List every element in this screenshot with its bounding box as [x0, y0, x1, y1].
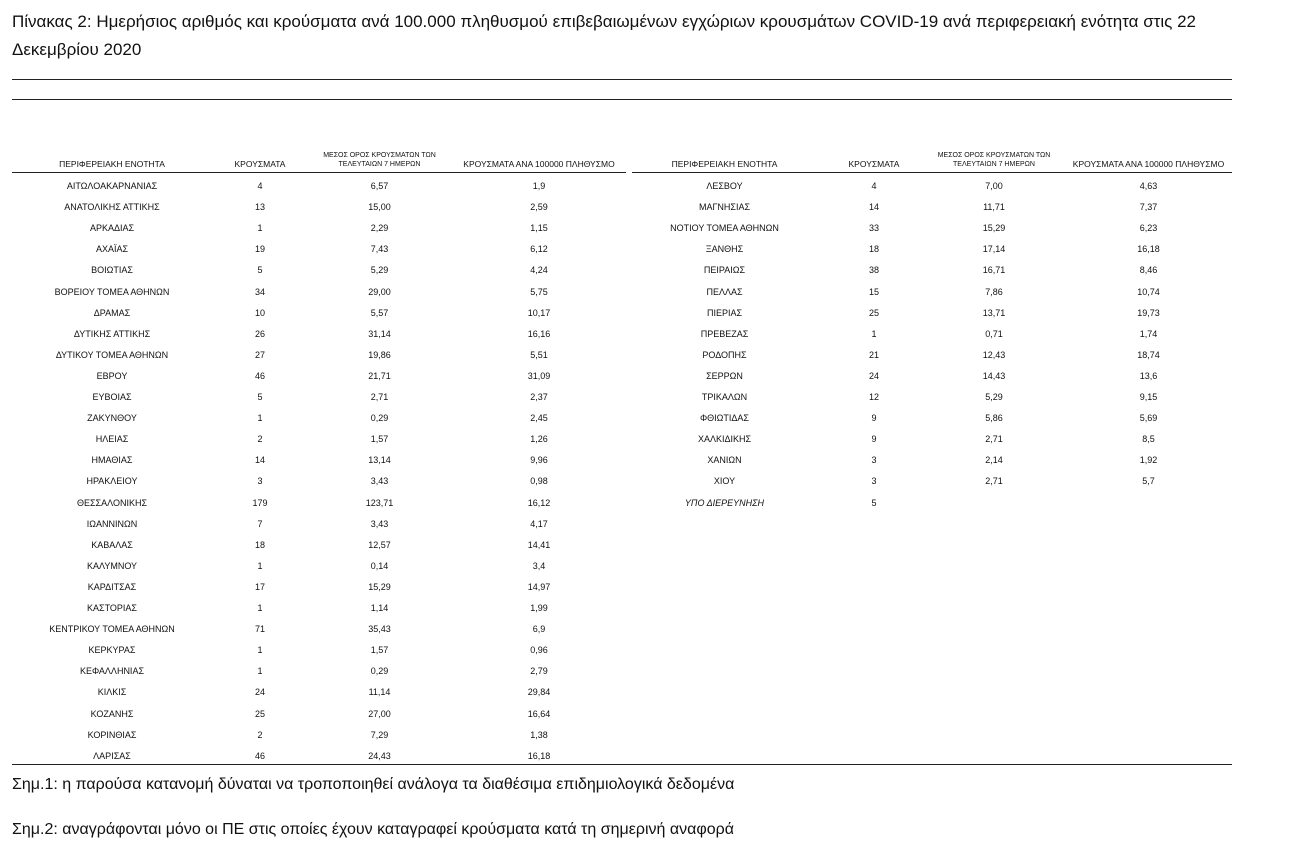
table-row [12, 282, 626, 303]
cell-per100k: 18,74 [1137, 349, 1160, 360]
cell-per100k: 31,09 [527, 370, 551, 381]
table-row [12, 260, 626, 281]
table-row [12, 577, 626, 598]
cell-per100k: 5,75 [530, 286, 548, 297]
cell-region: ΘΕΣΣΑΛΟΝΙΚΗΣ [76, 497, 148, 508]
cell-per100k: 0,98 [530, 476, 548, 487]
table-row [12, 324, 626, 345]
table-row [632, 450, 1232, 471]
table-row [632, 176, 1232, 197]
cell-cases: 3 [257, 476, 263, 487]
cell-cases: 18 [868, 244, 879, 255]
cell-region: ΑΝΑΤΟΛΙΚΗΣ ΑΤΤΙΚΗΣ [64, 202, 160, 213]
cell-per100k: 3,4 [532, 560, 546, 571]
cell-region: ΚΙΛΚΙΣ [97, 687, 127, 698]
table-row [632, 324, 1232, 345]
cell-cases: 13 [254, 202, 265, 213]
cell-per100k: 19,73 [1137, 307, 1160, 318]
cell-avg7: 11,71 [983, 202, 1005, 213]
divider-top [12, 79, 1232, 80]
table-row [632, 471, 1232, 492]
cell-cases: 9 [871, 413, 877, 424]
cell-avg7: 2,29 [370, 223, 389, 234]
cell-avg7: 29,00 [368, 286, 391, 297]
cell-cases: 10 [254, 307, 265, 318]
cell-per100k: 29,84 [527, 687, 551, 698]
cell-avg7: 14,43 [982, 370, 1006, 381]
cell-region: ΜΑΓΝΗΣΙΑΣ [698, 202, 751, 213]
cell-avg7: 0,29 [370, 413, 389, 424]
cell-avg7: 0,14 [370, 560, 389, 571]
cell-per100k: 1,9 [532, 181, 546, 191]
cell-region: ΗΜΑΘΙΑΣ [91, 455, 133, 466]
cell-per100k: 16,64 [527, 708, 551, 719]
cell-region: ΗΛΕΙΑΣ [95, 434, 129, 445]
cell-avg7: 2,71 [370, 392, 389, 402]
cell-per100k: 5,51 [530, 349, 548, 360]
cell-per100k: 10,17 [527, 307, 551, 318]
cell-avg7: 1,14 [370, 603, 389, 613]
cell-region: ΗΡΑΚΛΕΙΟΥ [86, 476, 138, 487]
cell-avg7: 7,86 [985, 286, 1003, 297]
cell-cases: 1 [257, 413, 263, 424]
cell-cases: 26 [254, 328, 265, 339]
cell-avg7: 15,00 [368, 202, 391, 213]
cell-cases: 46 [254, 750, 265, 761]
cell-region: ΚΑΛΥΜΝΟΥ [86, 560, 138, 571]
table-row [632, 218, 1232, 239]
table-row [12, 239, 626, 260]
table-row [12, 471, 626, 492]
cell-cases: 2 [257, 729, 263, 740]
table-row [632, 366, 1232, 387]
cell-cases: 12 [868, 392, 879, 402]
cell-cases: 25 [868, 307, 879, 318]
table-row [12, 598, 626, 619]
cell-region: ΚΑΡΔΙΤΣΑΣ [87, 581, 137, 592]
table-row [12, 619, 626, 640]
cell-per100k: 9,15 [1139, 392, 1158, 402]
cell-cases: 9 [871, 434, 877, 445]
cell-per100k: 9,96 [530, 455, 548, 466]
table-row [12, 704, 626, 725]
cell-cases: 17 [254, 581, 265, 592]
cell-region: ΒΟΙΩΤΙΑΣ [91, 265, 133, 276]
table-row [632, 387, 1232, 408]
header-underline [632, 172, 1232, 173]
cell-region: ΔΡΑΜΑΣ [93, 307, 131, 318]
cell-region: ΧΙΟΥ [713, 476, 736, 487]
cell-avg7: 11,14 [368, 687, 391, 698]
cell-region: ΖΑΚΥΝΘΟΥ [87, 413, 137, 424]
cell-cases: 71 [254, 624, 265, 635]
cell-cases: 19 [254, 244, 265, 255]
cell-avg7: 2,71 [985, 476, 1003, 487]
cell-cases: 3 [871, 455, 877, 466]
cell-region: ΚΟΖΑΝΗΣ [90, 708, 134, 719]
table-row [12, 176, 626, 197]
cell-cases: 1 [257, 223, 263, 234]
cell-region: ΒΟΡΕΙΟΥ ΤΟΜΕΑ ΑΘΗΝΩΝ [54, 286, 170, 297]
cell-per100k: 16,18 [1137, 244, 1160, 255]
cell-cases: 18 [254, 539, 265, 550]
table-row [12, 345, 626, 366]
cell-region: ΠΡΕΒΕΖΑΣ [700, 328, 749, 339]
cell-region: ΚΕΝΤΡΙΚΟΥ ΤΟΜΕΑ ΑΘΗΝΩΝ [49, 624, 175, 635]
cell-per100k: 10,74 [1137, 286, 1160, 297]
header-per100k: ΚΡΟΥΣΜΑΤΑ ΑΝΑ 100000 ΠΛΗΘΥΣΜΟ [463, 159, 615, 169]
table-row [12, 450, 626, 471]
cell-cases: 4 [257, 181, 263, 191]
cell-avg7: 24,43 [368, 750, 391, 761]
cell-avg7: 31,14 [368, 328, 391, 339]
divider-bottom [12, 764, 1232, 765]
cell-avg7: 17,14 [982, 244, 1006, 255]
cell-avg7: 2,71 [985, 434, 1003, 445]
cell-avg7: 1,57 [370, 434, 389, 445]
note-1: Σημ.1: η παρούσα κατανομή δύναται να τροποποιηθεί ανάλογα τα διαθέσιμα επιδημιολογικά δεδομένα [12, 776, 735, 793]
cell-per100k: 1,74 [1139, 328, 1158, 339]
cell-avg7: 7,00 [985, 181, 1003, 191]
cell-region: ΑΧΑΪΑΣ [95, 244, 129, 255]
cell-cases: 5 [257, 392, 263, 402]
cell-per100k: 2,37 [530, 392, 548, 402]
cell-region: ΙΩΑΝΝΙΝΩΝ [86, 518, 138, 529]
cell-region: ΕΥΒΟΙΑΣ [92, 392, 132, 402]
table-row [632, 408, 1232, 429]
header-cases: ΚΡΟΥΣΜΑΤΑ [848, 159, 900, 169]
cell-region: ΣΕΡΡΩΝ [706, 370, 743, 381]
table-row [12, 556, 626, 577]
cell-avg7: 5,86 [985, 413, 1003, 424]
cell-cases: 14 [868, 202, 879, 213]
table-row [12, 197, 626, 218]
cell-region: ΚΑΒΑΛΑΣ [91, 539, 133, 550]
cell-per100k: 5,7 [1142, 476, 1155, 487]
cell-per100k: 6,23 [1139, 223, 1158, 234]
cell-avg7: 15,29 [982, 223, 1006, 234]
cell-region: ΕΒΡΟΥ [96, 370, 128, 381]
table-row [632, 493, 1232, 514]
cell-avg7: 15,29 [368, 581, 391, 592]
cell-avg7: 35,43 [368, 624, 391, 635]
cell-per100k: 7,37 [1139, 202, 1158, 213]
cell-region: ΑΡΚΑΔΙΑΣ [89, 223, 135, 234]
cell-avg7: 27,00 [368, 708, 391, 719]
cell-per100k: 14,41 [527, 539, 551, 550]
cell-cases: 24 [868, 370, 879, 381]
header-cases: ΚΡΟΥΣΜΑΤΑ [234, 159, 286, 169]
cell-per100k: 4,17 [530, 518, 548, 529]
cell-per100k: 16,16 [527, 328, 551, 339]
table-row [12, 408, 626, 429]
cell-region: ΚΑΣΤΟΡΙΑΣ [87, 603, 137, 613]
table-row [12, 535, 626, 556]
table-row [12, 429, 626, 450]
cell-per100k: 1,38 [530, 729, 548, 740]
cell-cases: 1 [257, 645, 263, 656]
cell-avg7: 7,29 [370, 729, 389, 740]
cell-per100k: 13,6 [1139, 370, 1158, 381]
cell-cases: 38 [868, 265, 879, 276]
cell-avg7: 16,71 [982, 265, 1006, 276]
cell-per100k: 6,9 [532, 624, 546, 635]
table-row [12, 725, 626, 746]
cell-region: ΥΠΟ ΔΙΕΡΕΥΝΗΣΗ [684, 497, 765, 508]
cell-cases: 4 [871, 181, 877, 191]
cell-avg7: 12,43 [982, 349, 1006, 360]
cell-region: ΞΑΝΘΗΣ [705, 244, 744, 255]
cell-per100k: 2,79 [530, 666, 548, 677]
divider-second [12, 99, 1232, 100]
cell-per100k: 4,63 [1139, 181, 1158, 191]
header-region: ΠΕΡΙΦΕΡΕΙΑΚΗ ΕΝΟΤΗΤΑ [671, 159, 778, 169]
cell-per100k: 2,59 [530, 202, 548, 213]
table-row [632, 260, 1232, 281]
cell-avg7: 21,71 [368, 370, 391, 381]
cell-per100k: 4,24 [530, 265, 548, 276]
cell-per100k: 1,92 [1139, 455, 1158, 466]
cell-region: ΠΕΛΛΑΣ [706, 286, 743, 297]
cell-per100k: 2,45 [530, 413, 548, 424]
cell-region: ΑΙΤΩΛΟΑΚΑΡΝΑΝΙΑΣ [66, 181, 158, 191]
table-row [632, 345, 1232, 366]
cell-avg7: 5,29 [985, 392, 1003, 402]
cell-cases: 15 [868, 286, 879, 297]
cell-per100k: 1,26 [530, 434, 548, 445]
table-row [12, 493, 626, 514]
cell-region: ΔΥΤΙΚΟΥ ΤΟΜΕΑ ΑΘΗΝΩΝ [55, 349, 169, 360]
cell-per100k: 1,15 [530, 223, 548, 234]
cell-region: ΔΥΤΙΚΗΣ ΑΤΤΙΚΗΣ [73, 328, 151, 339]
note-2: Σημ.2: αναγράφονται μόνο οι ΠΕ στις οποίες έχουν καταγραφεί κρούσματα κατά τη σημερινή αναφορά [12, 821, 734, 838]
header-avg7: ΜΕΣΟΣ ΟΡΟΣ ΚΡΟΥΣΜΑΤΩΝ ΤΩΝ ΤΕΛΕΥΤΑΙΩΝ 7 ΗΜΕΡΩΝ [937, 152, 1051, 168]
cell-cases: 5 [871, 497, 877, 508]
cell-avg7: 0,29 [370, 666, 389, 677]
cell-avg7: 13,14 [368, 455, 391, 466]
cell-cases: 27 [254, 349, 265, 360]
cell-avg7: 2,14 [985, 455, 1003, 466]
cell-per100k: 0,96 [530, 645, 548, 656]
cell-cases: 1 [257, 560, 263, 571]
cell-region: ΛΕΣΒΟΥ [706, 181, 743, 191]
table-row [12, 514, 626, 535]
cell-avg7: 13,71 [982, 307, 1006, 318]
cell-per100k: 8,5 [1142, 434, 1155, 445]
cell-region: ΚΕΦΑΛΛΗΝΙΑΣ [79, 666, 145, 677]
cell-region: ΧΑΝΙΩΝ [707, 455, 742, 466]
cell-avg7: 3,43 [370, 518, 389, 529]
cell-avg7: 123,71 [365, 497, 394, 508]
cell-cases: 24 [254, 687, 265, 698]
cell-avg7: 6,57 [370, 181, 389, 191]
header-per100k: ΚΡΟΥΣΜΑΤΑ ΑΝΑ 100000 ΠΛΗΘΥΣΜΟ [1072, 159, 1225, 169]
cell-cases: 5 [257, 265, 263, 276]
cell-per100k: 16,18 [527, 750, 551, 761]
cell-region: ΡΟΔΟΠΗΣ [702, 349, 747, 360]
cell-per100k: 8,46 [1139, 265, 1158, 276]
cell-avg7: 1,57 [370, 645, 389, 656]
cell-avg7: 5,57 [370, 307, 389, 318]
cell-region: ΛΑΡΙΣΑΣ [93, 750, 131, 761]
table-row [632, 282, 1232, 303]
table-row [632, 197, 1232, 218]
cell-cases: 14 [254, 455, 265, 466]
cell-cases: 21 [868, 349, 879, 360]
table-row [632, 303, 1232, 324]
cell-region: ΧΑΛΚΙΔΙΚΗΣ [697, 434, 752, 445]
cell-avg7: 7,43 [370, 244, 389, 255]
cell-region: ΚΕΡΚΥΡΑΣ [88, 645, 136, 656]
cell-region: ΝΟΤΙΟΥ ΤΟΜΕΑ ΑΘΗΝΩΝ [670, 223, 779, 234]
cell-avg7: 0,71 [985, 328, 1003, 339]
header-underline [12, 172, 626, 173]
table-row [12, 682, 626, 703]
cell-avg7: 12,57 [368, 539, 391, 550]
cell-cases: 1 [257, 603, 263, 613]
cell-cases: 33 [868, 223, 879, 234]
cell-region: ΦΘΙΩΤΙΔΑΣ [700, 413, 749, 424]
table-row [12, 661, 626, 682]
cell-per100k: 16,12 [527, 497, 551, 508]
cell-cases: 25 [254, 708, 265, 719]
cell-avg7: 5,29 [370, 265, 389, 276]
page-title: Πίνακας 2: Ημερήσιος αριθμός και κρούσματα ανά 100.000 πληθυσμού επιβεβαιωμένων εγχώριων κρουσμάτων COVID-19 ανά περιφερειακή ενότητα στις 22 Δεκεμβρίου 2020 [12, 12, 1196, 59]
cell-avg7: 19,86 [368, 349, 391, 360]
cell-per100k: 6,12 [530, 244, 548, 255]
table-row [12, 218, 626, 239]
cell-region: ΠΕΙΡΑΙΩΣ [703, 265, 746, 276]
cell-cases: 1 [257, 666, 263, 677]
cell-per100k: 5,69 [1139, 413, 1158, 424]
cell-cases: 3 [871, 476, 877, 487]
cell-cases: 179 [252, 497, 268, 508]
table-row [12, 640, 626, 661]
table-row [12, 387, 626, 408]
cell-cases: 7 [257, 518, 263, 529]
cell-avg7: 3,43 [370, 476, 389, 487]
cell-cases: 34 [254, 286, 265, 297]
cell-per100k: 1,99 [530, 603, 548, 613]
cell-cases: 1 [871, 328, 877, 339]
header-avg7: ΜΕΣΟΣ ΟΡΟΣ ΚΡΟΥΣΜΑΤΩΝ ΤΩΝ ΤΕΛΕΥΤΑΙΩΝ 7 ΗΜΕΡΩΝ [323, 152, 436, 168]
table-row [632, 239, 1232, 260]
table-row [12, 366, 626, 387]
table-row [632, 429, 1232, 450]
cell-per100k: 14,97 [527, 581, 551, 592]
cell-region: ΤΡΙΚΑΛΩΝ [701, 392, 748, 402]
table-row [12, 303, 626, 324]
cell-cases: 2 [257, 434, 263, 445]
header-region: ΠΕΡΙΦΕΡΕΙΑΚΗ ΕΝΟΤΗΤΑ [59, 159, 165, 169]
cell-region: ΚΟΡΙΝΘΙΑΣ [87, 729, 137, 740]
cell-cases: 46 [254, 370, 265, 381]
cell-region: ΠΙΕΡΙΑΣ [706, 307, 743, 318]
